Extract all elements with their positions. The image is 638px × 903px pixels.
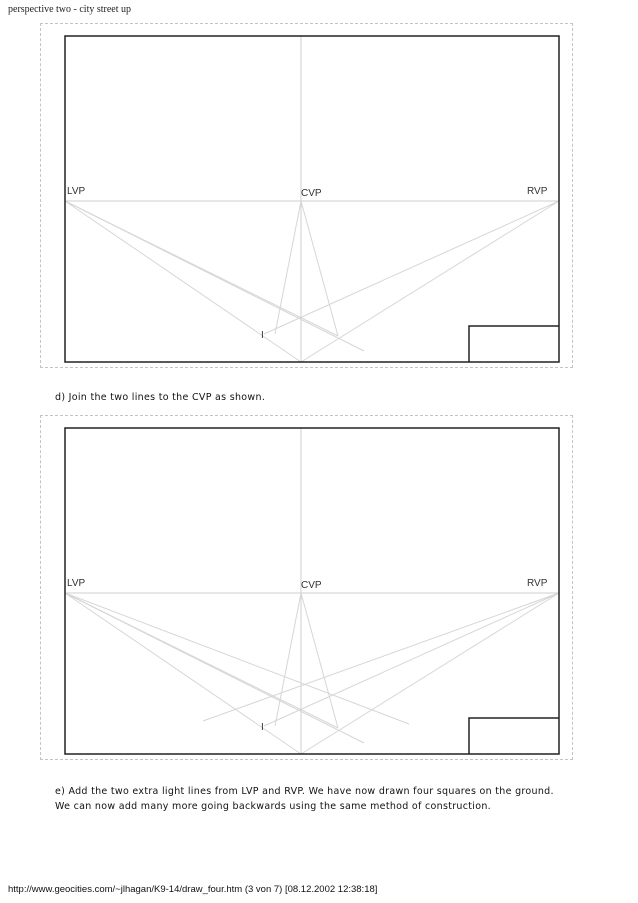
page-footer-url: http://www.geocities.com/~jlhagan/K9-14/draw_four.htm (3 von 7) [08.12.2002 12:38:18] [8,884,378,895]
drawing-frame [65,428,559,754]
rvp-construction-line [264,593,559,726]
rvp-label: RVP [527,578,548,589]
lvp-construction-line [65,201,301,362]
lvp-label: LVP [67,578,86,589]
rvp-construction-line [264,201,559,334]
cvp-label: CVP [301,188,322,199]
lvp-construction-line [65,201,364,351]
page-header-title: perspective two - city street up [8,4,132,15]
caption-step-e-line-1: e) Add the two extra light lines from LVP and RVP. We have now drawn four squares on the ground. [55,786,554,797]
lvp-construction-line [65,593,301,754]
rvp-construction-line [301,593,559,754]
diagram-step-e [40,415,573,760]
lvp-extra-line [65,593,409,724]
rvp-label: RVP [527,186,548,197]
lvp-label: LVP [67,186,86,197]
caption-step-d: d) Join the two lines to the CVP as shown. [55,392,266,403]
perspective-drawing-d [41,24,574,369]
mark-label: I [261,722,264,733]
corner-box [469,326,559,362]
cvp-construction-line [301,201,338,336]
drawing-frame [65,36,559,362]
perspective-drawing-e [41,416,574,761]
rvp-construction-line [301,201,559,362]
mark-label: I [261,330,264,341]
cvp-construction-line [275,593,301,726]
cvp-construction-line [275,201,301,334]
caption-step-e [55,784,595,814]
cvp-label: CVP [301,580,322,591]
caption-step-e-line-2: We can now add many more going backwards using the same method of construction. [55,801,491,812]
lvp-construction-line [65,593,364,743]
cvp-construction-line [301,593,338,728]
diagram-step-d [40,23,573,368]
rvp-extra-line [203,593,559,721]
corner-box [469,718,559,754]
